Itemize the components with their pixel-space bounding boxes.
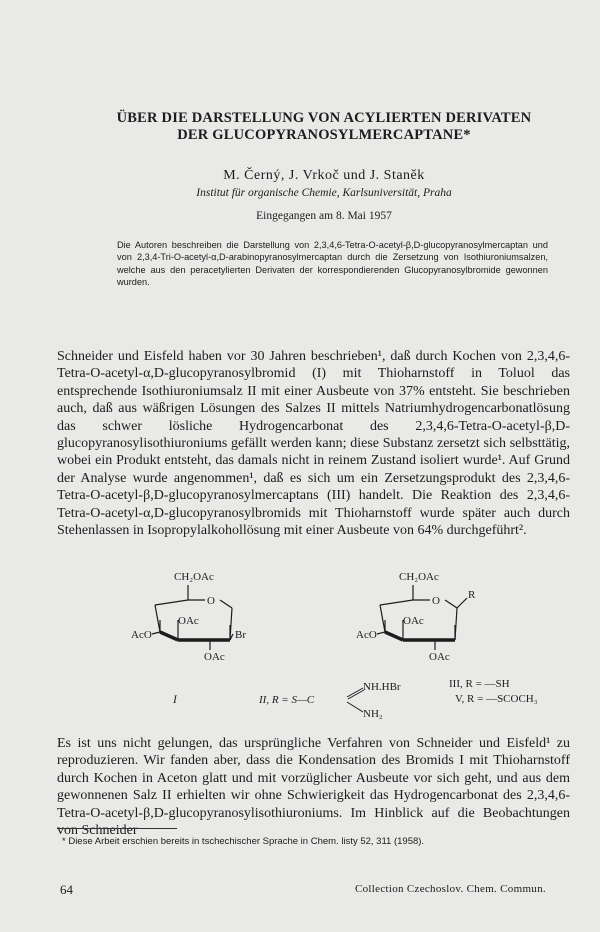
formula-V: V, R = —SCOCH₃: [455, 693, 538, 705]
left-ring-o: O: [207, 595, 215, 607]
right-oac-inner: OAc: [403, 615, 424, 627]
title-line-2: DER GLUCOPYRANOSYLMERCAPTANE*: [177, 127, 471, 143]
authors: M. Černý, J. Vrkoč und J. Staněk: [223, 168, 425, 183]
formula-II-nh2: NH₂: [363, 708, 383, 720]
left-oac-inner: OAc: [178, 615, 199, 627]
formula-II-nh-hbr: NH.HBr: [363, 681, 401, 693]
title-line-1: ÜBER DIE DARSTELLUNG VON ACYLIERTEN DERIVATEN: [116, 110, 532, 126]
structure-label-I: I: [173, 694, 177, 706]
formula-II-bonds: [347, 688, 364, 712]
footnote: * Diese Arbeit erschien bereits in tschechischer Sprache in Chem. listy 52, 311 (1958).: [62, 836, 425, 847]
right-oac-bottom: OAc: [429, 651, 450, 663]
journal-name: Collection Czechoslov. Chem. Commun.: [355, 883, 546, 895]
right-aco: AcO: [356, 629, 377, 641]
abstract: Die Autoren beschreiben die Darstellung von 2,3,4,6-Tetra-O-acetyl-β,D-glucopyranosylmercaptan und von 2,3,4-Tri-O-acetyl-α,D-arabinopyranosylmercaptan durch die Zersetzung von Isothiuroniumsalzen, welche aus den peracetylierten Derivaten der korrespondierenden Glucopyranosylbromide gewonnen wurden.: [117, 240, 548, 287]
page-number: 64: [60, 882, 73, 897]
left-br: Br: [235, 629, 246, 641]
right-ring-o: O: [432, 595, 440, 607]
paragraph-text: Schneider und Eisfeld haben vor 30 Jahren beschrieben¹, daß durch Kochen von 2,3,4,6-Tetra-O-acetyl-α,D-glucopyranosylbromid (I) mit Thioharnstoff in Toluol das entsprechende Isothiuroniumsalz II mit einer Ausbeute von 37% entsteht. Sie beschrieben auch, daß aus wäßrigen Lösungen des Salzes II mittels Natriumhydrogencarbonatlösung das schwer lösliche Hydrogencarbonat des 2,3,4,6-Tetra-O-acetyl-β,D-glucopyranosylisothiuroniums gefällt werden kann; diese Substanz zersetzt sich selbsttätig, wobei ein Produkt entsteht, das damals nicht in reinem Zustand isoliert wurde¹. Auf Grund der Analyse wurde angenommen¹, daß es sich um ein Zersetzungsprodukt des 2,3,4,6-Tetra-O-acetyl-β,D-glucopyranosylmercaptans (III) handelt. Die Reaktion des 2,3,4,6-Tetra-O-acetyl-α,D-glucopyranosylbromids mit Thioharnstoff wurde später auch durch Stehenlassen in Isopropylalkohollösung mit einer Ausbeute von 64% durchgeführt².: [57, 349, 570, 539]
formula-III: III, R = —SH: [449, 678, 510, 690]
left-aco: AcO: [131, 629, 152, 641]
right-r: R: [468, 589, 476, 601]
formula-II-text: II, R = S—C: [259, 694, 315, 706]
left-ch2oac: CH₂OAc: [174, 571, 214, 583]
received-date: Eingegangen am 8. Mai 1957: [256, 210, 392, 222]
formula-II: [259, 694, 314, 706]
institute: Institut für organische Chemie, Karlsuniversität, Praha: [196, 187, 452, 199]
paragraph-text: Es ist uns nicht gelungen, das ursprüngliche Verfahren von Schneider und Eisfeld¹ zu reproduzieren. Wir fanden aber, dass die Kondensation des Bromids I mit Thioharnstoff durch Kochen in Aceton glatt und mit vorzüglicher Ausbeute vor sich geht, und aus dem gewonnenen Salz II erhielten wir ohne Schwierigkeit das Hydrogencarbonat des 2,3,4,6-Tetra-O-acetyl-β,D-glucopyranosylisothiuroniums. Im Hinblick auf die Beobachtungen von Schneider: [57, 736, 570, 839]
footnote-divider: [57, 828, 177, 829]
left-oac-bottom: OAc: [204, 651, 225, 663]
right-ch2oac: CH₂OAc: [399, 571, 439, 583]
body-paragraph-2: [57, 735, 570, 839]
